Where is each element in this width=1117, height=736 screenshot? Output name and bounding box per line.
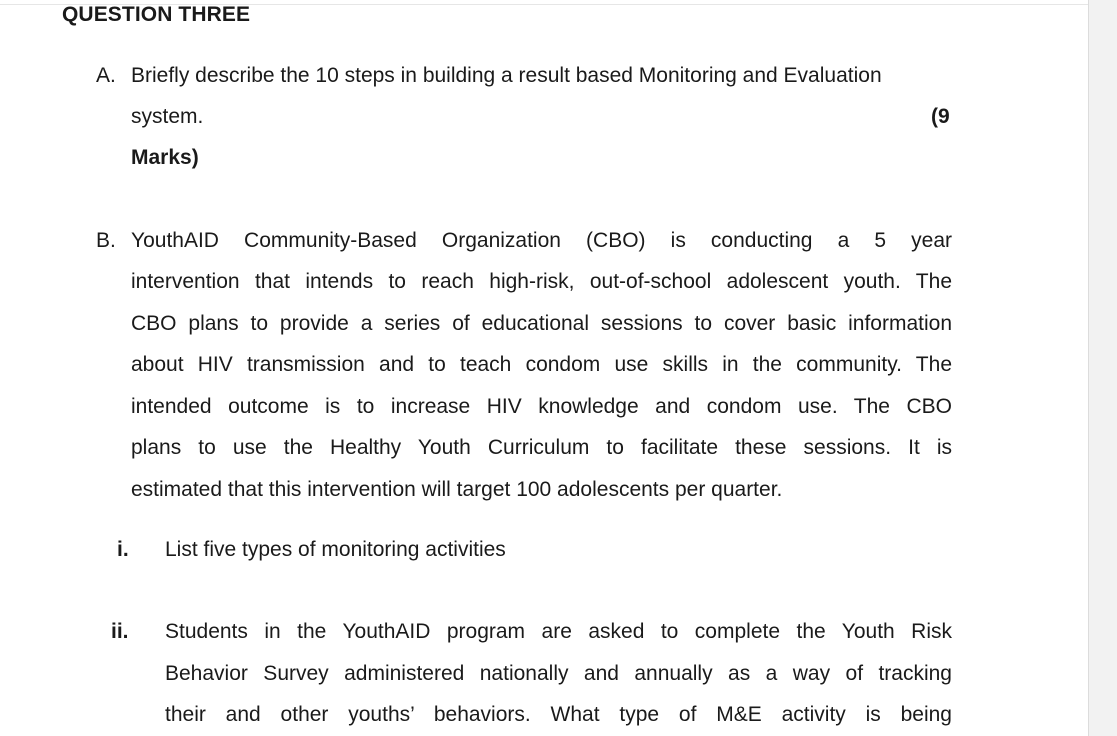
sub-i-text: List five types of monitoring activities [165,538,506,561]
part-b-line-5: intended outcome is to increase HIV knowledge and condom use. The CBO [131,395,952,418]
part-b-line-7: estimated that this intervention will target 100 adolescents per quarter. [131,478,783,501]
right-gutter [1088,0,1117,736]
part-a-line-1: Briefly describe the 10 steps in building a result based Monitoring and Evaluation [131,64,882,87]
sub-ii-label: ii. [111,620,129,643]
sub-ii-line-1: Students in the YouthAID program are asked to complete the Youth Risk [165,620,952,643]
part-b-line-1: YouthAID Community-Based Organization (CBO) is conducting a 5 year [131,229,952,252]
sub-ii-line-3: their and other youths’ behaviors. What type of M&E activity is being [165,703,952,726]
sub-ii-line-2: Behavior Survey administered nationally and annually as a way of tracking [165,662,952,685]
part-a-marks-open: (9 [931,105,950,128]
part-a-marks-close: Marks) [131,146,199,169]
question-heading: QUESTION THREE [62,3,251,26]
part-b-label: B. [96,229,116,252]
sub-i-label: i. [117,538,129,561]
part-a-label: A. [96,64,116,87]
part-b-line-6: plans to use the Healthy Youth Curriculum to facilitate these sessions. It is [131,436,952,459]
part-a-line-2: system. [131,105,204,128]
part-b-line-3: CBO plans to provide a series of educational sessions to cover basic information [131,312,952,335]
part-b-line-2: intervention that intends to reach high-risk, out-of-school adolescent youth. The [131,270,952,293]
part-b-line-4: about HIV transmission and to teach condom use skills in the community. The [131,353,952,376]
